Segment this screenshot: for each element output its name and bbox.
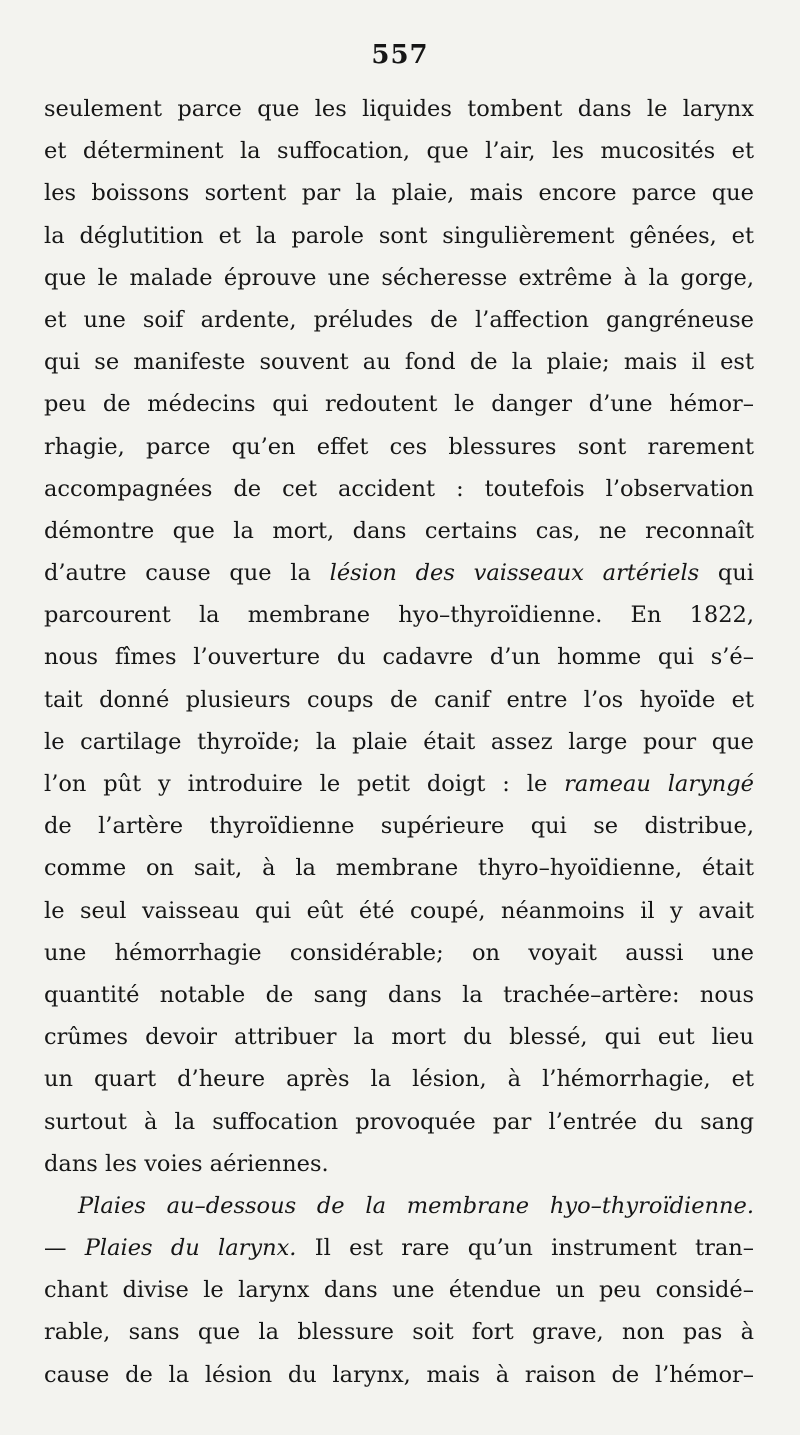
- text-line: démontre que la mort, dans certains cas, ne reconnaît: [44, 517, 754, 544]
- text-line: la déglutition et la parole sont singulièrement gênées, et: [44, 222, 754, 249]
- italic-phrase: Plaies du larynx.: [84, 1235, 297, 1262]
- text-segment: l’on pût y introduire le petit doigt : le: [44, 771, 565, 797]
- text-line: rable, sans que la blessure soit fort grave, non pas à: [44, 1319, 754, 1346]
- text-line: crûmes devoir attribuer la mort du blessé, qui eut lieu: [44, 1024, 754, 1051]
- text-line: surtout à la suffocation provoquée par l’entrée du sang: [44, 1108, 754, 1135]
- text-line: de l’artère thyroïdienne supérieure qui se distribue,: [44, 813, 754, 840]
- text-line: [44, 1227, 754, 1269]
- text-line: une hémorrhagie considérable; on voyait aussi une: [44, 939, 754, 966]
- italic-phrase: Plaies au–dessous de la membrane hyo–thyroïdienne.: [78, 1192, 754, 1219]
- text-line: dans les voies aériennes.: [44, 1150, 329, 1177]
- text-line: rhagie, parce qu’en effet ces blessures sont rarement: [44, 433, 754, 460]
- text-line: parcourent la membrane hyo–thyroïdienne. En 1822,: [44, 602, 754, 629]
- text-line: accompagnées de cet accident : toutefois l’observation: [44, 475, 754, 502]
- text-line: peu de médecins qui redoutent le danger d’une hémor–: [44, 391, 754, 418]
- text-line: nous fîmes l’ouverture du cadavre d’un homme qui s’é–: [44, 644, 754, 671]
- italic-phrase: lésion des vaisseaux artériels: [329, 560, 700, 587]
- text-line: chant divise le larynx dans une étendue un peu considé–: [44, 1277, 754, 1304]
- body-text: [44, 88, 754, 1396]
- text-line: tait donné plusieurs coups de canif entre l’os hyoïde et: [44, 686, 754, 713]
- text-line: [44, 552, 754, 594]
- text-line: que le malade éprouve une sécheresse extrême à la gorge,: [44, 264, 754, 291]
- text-line: les boissons sortent par la plaie, mais encore parce que: [44, 180, 754, 207]
- text-segment: d’autre cause que la: [44, 560, 330, 587]
- text-line: le cartilage thyroïde; la plaie était assez large pour que: [44, 728, 754, 755]
- page-number: 557: [371, 40, 429, 70]
- text-segment: Il est rare qu’un instrument tran–: [296, 1235, 755, 1262]
- text-line: comme on sait, à la membrane thyro–hyoïdienne, était: [44, 855, 754, 882]
- text-line: quantité notable de sang dans la trachée–artère: nous: [44, 981, 754, 1008]
- italic-phrase: rameau laryngé: [564, 771, 754, 797]
- text-line: le seul vaisseau qui eût été coupé, néanmoins il y avait: [44, 897, 754, 924]
- text-line: [44, 1185, 754, 1227]
- text-line: [44, 763, 754, 805]
- text-line: seulement parce que les liquides tombent dans le larynx: [44, 96, 754, 122]
- text-line: un quart d’heure après la lésion, à l’hémorrhagie, et: [44, 1066, 754, 1093]
- text-segment: —: [44, 1235, 85, 1262]
- text-line: qui se manifeste souvent au fond de la plaie; mais il est: [44, 349, 754, 376]
- text-segment: qui: [699, 560, 754, 587]
- text-line: et déterminent la suffocation, que l’air, les mucosités et: [44, 138, 754, 165]
- text-line: et une soif ardente, préludes de l’affection gangréneuse: [44, 306, 754, 333]
- text-line: cause de la lésion du larynx, mais à raison de l’hémor–: [44, 1361, 754, 1388]
